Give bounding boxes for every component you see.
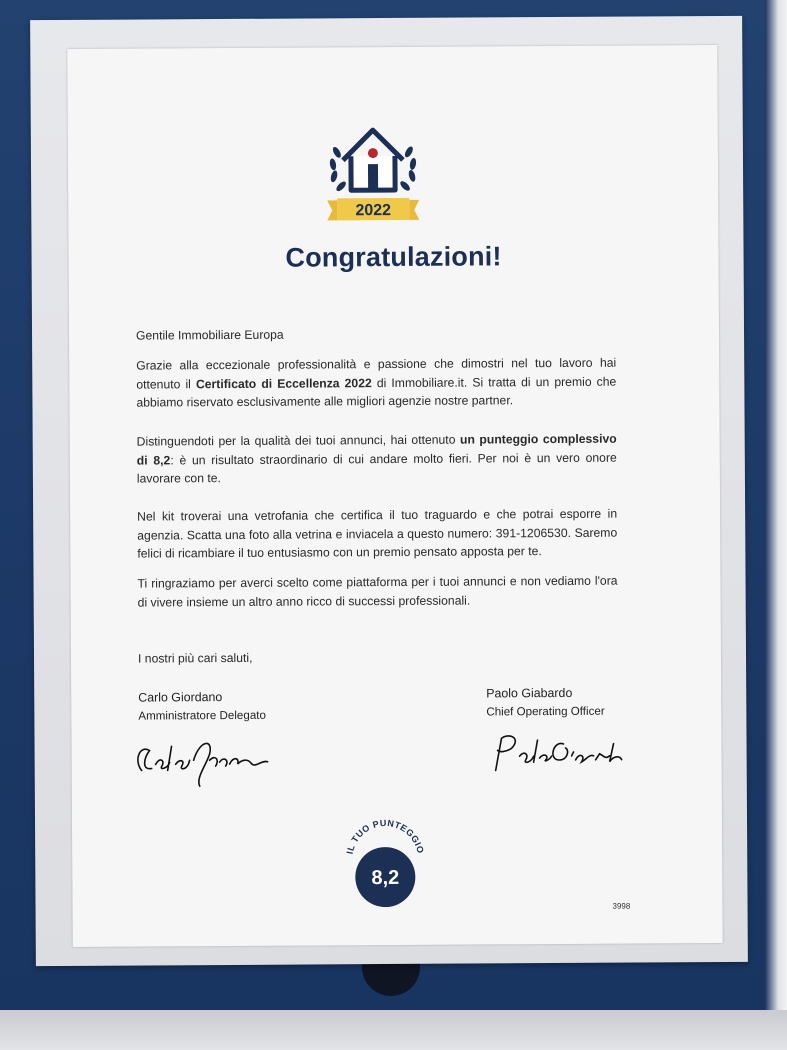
signatory-2-role: Chief Operating Officer [486, 704, 605, 719]
award-name: Certificato di Eccellenza 2022 [195, 375, 372, 391]
greeting-line: Gentile Immobiliare Europa [135, 327, 284, 343]
signatory-1-role: Amministratore Delegato [138, 708, 266, 723]
table-surface [0, 1010, 787, 1050]
paragraph-score-post: : è un risultato straordinario di cui andare molto fieri. Per noi è un vero onore lavorare con te. [136, 450, 617, 486]
paragraph-thanks: Ti ringraziamo per averci scelto come piattaforma per i tuoi annunci e non vediamo l'ora di vivere insieme un altro anno ricco di successi professionali. [137, 573, 618, 610]
paragraph-score-pre: Distinguendoti per la qualità dei tuoi annunci, hai ottenuto [136, 432, 461, 449]
serial-number: 3998 [612, 901, 631, 911]
signatory-2-name: Paolo Giabardo [486, 685, 573, 701]
closing-line: I nostri più cari saluti, [137, 650, 253, 666]
paragraph-award-post: di Immobiliare.it. Si tratta di un premio che abbiamo riservato esclusivamente alle migliori agenzie nostre partner. [136, 374, 617, 410]
score-highlight: un punteggio complessivo di 8,2 [136, 431, 617, 468]
award-logo [323, 122, 424, 228]
folder-edge [765, 0, 787, 1010]
certificate-paper [67, 45, 722, 947]
house-icon [343, 130, 403, 190]
certificate-title: Congratulazioni! [285, 241, 502, 273]
paragraph-score [137, 430, 617, 488]
signature-1 [129, 730, 289, 791]
paragraph-kit: Nel kit troverai una vetrofania che certifica il tuo traguardo e che potrai esporre in agenzia. Scatta una foto alla vetrina e inviacela a questo numero: 391-1206530. Saremo felici di ricambiare il tuo entusiasmo con un premio pensato apposta per te. [137, 506, 618, 561]
score-value: 8,2 [371, 866, 400, 890]
signatory-1-name: Carlo Giordano [138, 690, 223, 705]
score-label: IL TUO PUNTEGGIO [344, 817, 426, 855]
paragraph-award-pre: Grazie alla eccezionale professionalità e passione che dimostri nel tuo lavoro hai ottenuto il [136, 355, 617, 392]
signature-2 [481, 725, 641, 781]
score-badge [340, 807, 431, 908]
paragraph-award [136, 354, 616, 412]
logo-year: 2022 [355, 202, 392, 220]
